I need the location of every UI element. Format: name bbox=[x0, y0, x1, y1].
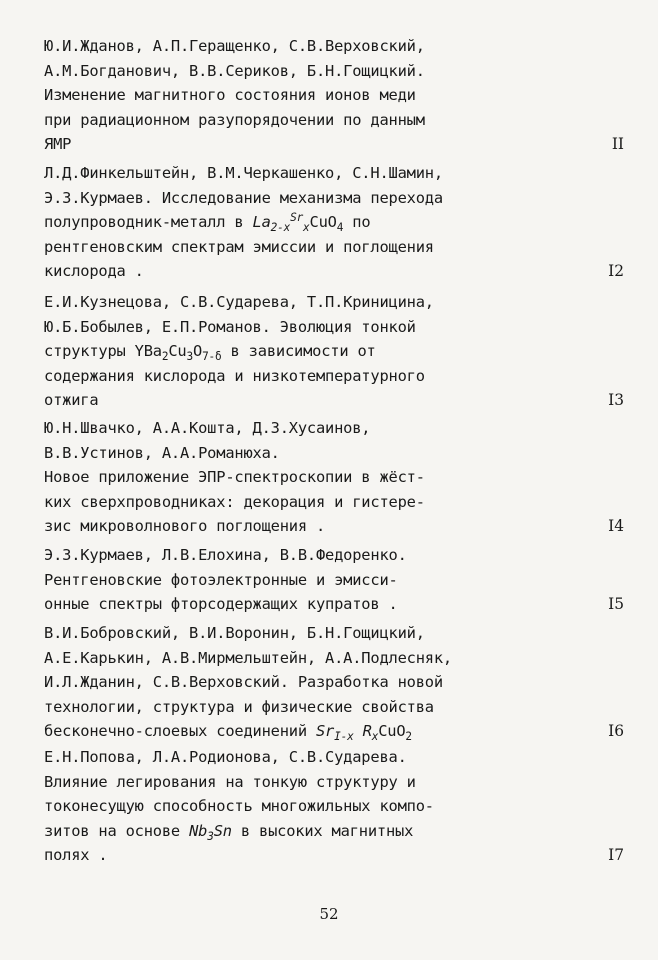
entry-3-line-2: Ю.Б.Бобылев, Е.П.Романов. Эволюция тонкой bbox=[44, 317, 416, 336]
entry-6-line-1: В.И.Бобровский, В.И.Воронин, Б.Н.Гощицкий, bbox=[44, 624, 425, 642]
toc-entry-4 bbox=[44, 416, 624, 539]
entry-6-formula-line: бесконечно-слоевых соединений $Sr_{I-x}$ $R_xCuO_2$ bbox=[44, 722, 412, 744]
toc-entry-5 bbox=[44, 543, 624, 617]
entry-6-line-4: технологии, структура и физические свойства bbox=[44, 697, 434, 716]
toc-entry-7 bbox=[44, 745, 624, 868]
entry-1-line-2: А.М.Богданович, В.В.Сериков, Б.Н.Гощицкий. bbox=[44, 61, 425, 80]
entry-6-line-2: А.Е.Карькин, А.В.Мирмельштейн, А.А.Подлесняк, bbox=[44, 648, 452, 667]
entry-1-line-3: Изменение магнитного состояния ионов меди bbox=[44, 86, 416, 105]
entry-2-formula-line: полупроводник-металл в $La_{2-x}^{Sr}_xCuO_4$ по bbox=[44, 211, 371, 235]
entry-2-line-1: Л.Д.Финкельштейн, В.М.Черкашенко, С.Н.Шамин, bbox=[44, 164, 443, 182]
formula: $Sr_{I-x}$ $R_x$ bbox=[315, 722, 379, 744]
entry-7-formula-line: зитов на основе $Nb_3Sn$ в высоких магнитных bbox=[44, 821, 414, 843]
entry-7-line-3: токонесущую способность многожильных компо- bbox=[44, 797, 434, 816]
entry-1-line-4: при радиационном разупорядочении по данным bbox=[44, 110, 425, 129]
entry-1-line-5: ЯМР bbox=[44, 135, 72, 154]
entry-3-formula-line: структуры $YBa_2Cu_3O_{7-\delta}$ в зависимости от bbox=[44, 342, 376, 364]
formula: $La_{2-x}^{Sr}_x$ bbox=[252, 211, 310, 235]
entry-3-line-5: отжига bbox=[44, 391, 99, 410]
entry-3-line-1: Е.И.Кузнецова, С.В.Сударева, Т.П.Криницина, bbox=[44, 293, 434, 311]
entry-4-line-3: Новое приложение ЭПР-спектроскопии в жёст- bbox=[44, 468, 425, 487]
entry-1-page-number: II bbox=[611, 135, 624, 154]
entry-2-page-number: I2 bbox=[608, 262, 624, 281]
entry-5-line-3: онные спектры фторсодержащих купратов . bbox=[44, 595, 398, 614]
entry-2-line-4: рентгеновским спектрам эмиссии и поглощения bbox=[44, 237, 434, 256]
entry-3-page-number: I3 bbox=[608, 391, 624, 410]
toc-entry-3 bbox=[44, 290, 624, 413]
entry-7-page-number: I7 bbox=[608, 846, 624, 865]
entry-4-line-2: В.В.Устинов, А.А.Романюха. bbox=[44, 443, 280, 462]
page-folio-number: 52 bbox=[319, 905, 339, 923]
entry-2-line-2: Э.З.Курмаев. Исследование механизма перехода bbox=[44, 188, 443, 207]
formula: $YBa_2Cu_3O_{7-\delta}$ bbox=[134, 342, 222, 364]
entry-7-line-2: Влияние легирования на тонкую структуру и bbox=[44, 772, 416, 791]
toc-entry-1 bbox=[44, 34, 624, 157]
toc-entry-6 bbox=[44, 621, 624, 744]
entry-5-line-2: Рентгеновские фотоэлектронные и эмисси- bbox=[44, 570, 398, 589]
entry-2-line-5: кислорода . bbox=[44, 262, 144, 281]
entry-5-line-1: Э.З.Курмаев, Л.В.Елохина, В.В.Федоренко. bbox=[44, 546, 407, 564]
entry-4-line-5: зис микроволнового поглощения . bbox=[44, 517, 326, 536]
entry-4-line-4: ких сверхпроводниках: декорация и гистере- bbox=[44, 492, 425, 511]
entry-1-line-1: Ю.И.Жданов, А.П.Геращенко, С.В.Верховский, bbox=[44, 37, 425, 55]
entry-6-page-number: I6 bbox=[608, 722, 624, 741]
entry-4-line-1: Ю.Н.Швачко, А.А.Кошта, Д.З.Хусаинов, bbox=[44, 419, 371, 437]
entry-4-page-number: I4 bbox=[608, 517, 624, 536]
entry-6-line-3: И.Л.Жданин, С.В.Верховский. Разработка новой bbox=[44, 673, 443, 692]
formula: $Nb_3Sn$ bbox=[189, 821, 232, 843]
entry-7-line-1: Е.Н.Попова, Л.А.Родионова, С.В.Сударева. bbox=[44, 748, 407, 766]
entry-7-line-5: полях . bbox=[44, 846, 108, 865]
entry-3-line-4: содержания кислорода и низкотемпературного bbox=[44, 366, 425, 385]
toc-entry-2 bbox=[44, 161, 624, 284]
entry-5-page-number: I5 bbox=[608, 595, 624, 614]
